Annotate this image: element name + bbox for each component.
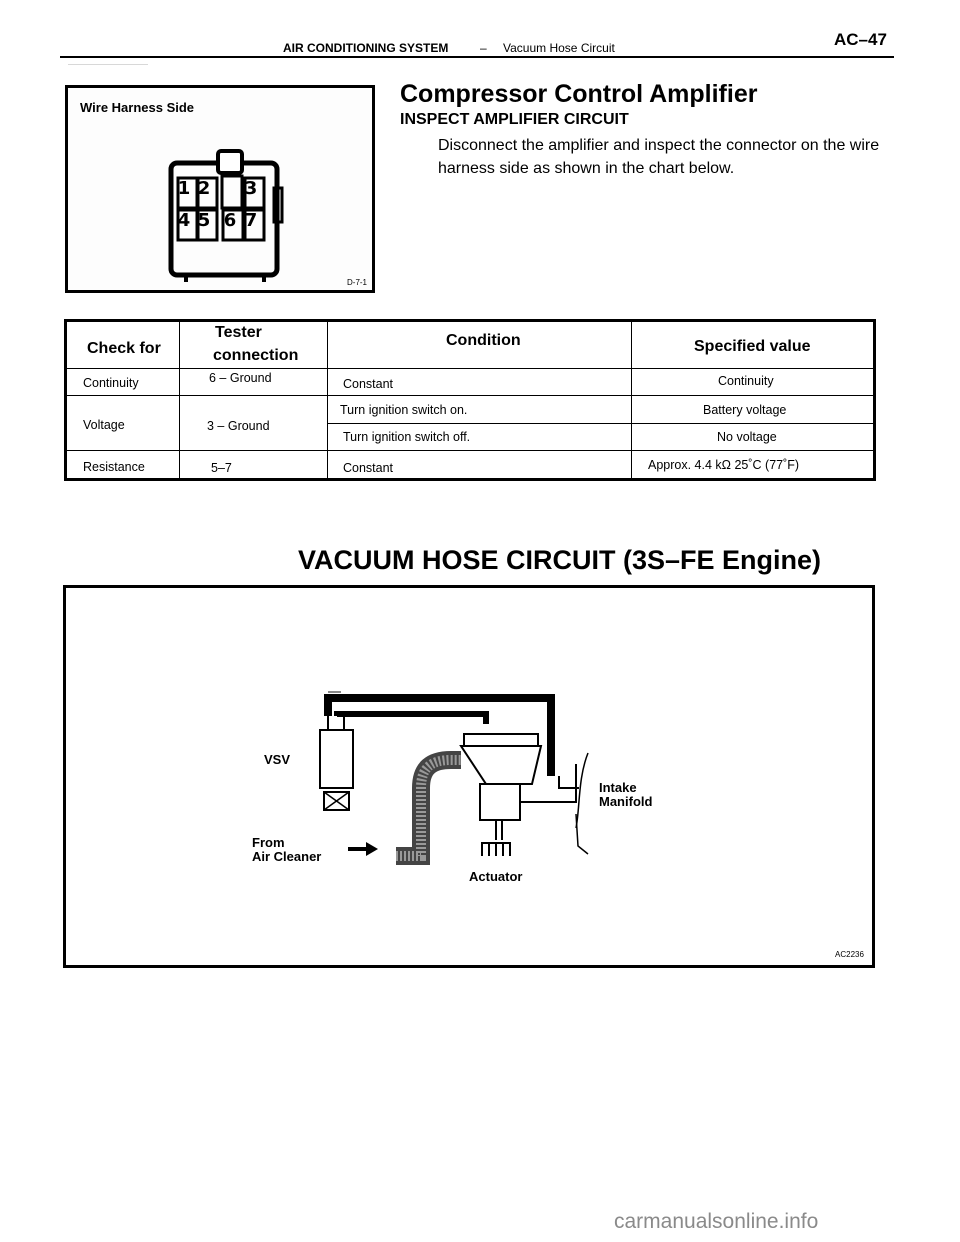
connector-figure-title: Wire Harness Side: [80, 100, 195, 115]
table-row-divider: [327, 423, 873, 424]
table-row-divider: [67, 395, 873, 396]
pin-1-label: 1: [177, 178, 191, 199]
faint-rule: [68, 64, 148, 65]
row1-value: Continuity: [718, 374, 774, 388]
table-col-divider: [327, 322, 328, 478]
connector-drawing: [68, 88, 372, 290]
table-col-divider: [179, 322, 180, 478]
page-number: AC–47: [834, 30, 887, 49]
section-subtitle-inspect: INSPECT AMPLIFIER CIRCUIT: [400, 111, 629, 128]
section-title-vacuum-hose: VACUUM HOSE CIRCUIT (3S–FE Engine): [298, 545, 822, 575]
pin-7-label: 7: [244, 210, 258, 231]
pin-6-label: 6: [223, 210, 237, 231]
table-row-divider: [67, 450, 873, 451]
connector-figure: [65, 85, 375, 293]
label-from-line2: Air Cleaner: [252, 849, 322, 864]
inspect-instructions: Disconnect the amplifier and inspect the connector on the wire harness side as shown in the chart below.: [438, 137, 880, 177]
header-rule: [60, 56, 894, 58]
pin-2-label: 2: [197, 178, 211, 199]
row2-tester: 3 – Ground: [207, 419, 270, 433]
row4-value: Approx. 4.4 kΩ 25˚C (77˚F): [648, 458, 800, 472]
row2-condition: Turn ignition switch on.: [340, 403, 468, 417]
label-actuator: Actuator: [469, 869, 523, 884]
header-subsection-title: Vacuum Hose Circuit: [503, 41, 615, 55]
vacuum-circuit-drawing: [66, 588, 872, 965]
diagram-code: AC2236: [835, 950, 864, 959]
label-intake-line1: Intake: [599, 780, 637, 795]
row2-check: Voltage: [83, 418, 125, 432]
row3-value: No voltage: [717, 430, 777, 444]
header-specified-value: Specified value: [694, 338, 811, 355]
header-condition: Condition: [446, 332, 521, 349]
row1-tester: 6 – Ground: [209, 371, 272, 385]
watermark-text: carmanualsonline.info: [614, 1210, 819, 1233]
row4-condition: Constant: [343, 461, 394, 475]
label-from-line1: From: [252, 835, 285, 850]
row4-check: Resistance: [83, 460, 145, 474]
label-intake-line2: Manifold: [599, 794, 653, 809]
pin-3-label: 3: [244, 178, 258, 199]
inspection-table: [64, 319, 876, 481]
header-check-for: Check for: [87, 340, 161, 357]
row2-value: Battery voltage: [703, 403, 787, 417]
connector-figure-code: D-7-1: [347, 278, 368, 287]
header-tester-line2: connection: [213, 347, 299, 364]
pin-4-label: 4: [177, 210, 191, 231]
header-tester-line1: Tester: [215, 324, 262, 341]
vacuum-hose-diagram: [63, 585, 875, 968]
label-vsv: VSV: [264, 752, 291, 767]
row3-condition: Turn ignition switch off.: [343, 430, 471, 444]
header-section-title: AIR CONDITIONING SYSTEM: [283, 41, 449, 55]
table-row-divider: [67, 368, 873, 369]
pin-5-label: 5: [197, 210, 211, 231]
row4-tester: 5–7: [211, 461, 232, 475]
header-separator: –: [480, 41, 487, 55]
section-title-amplifier: Compressor Control Amplifier: [400, 80, 758, 108]
row1-check: Continuity: [83, 376, 139, 390]
row1-condition: Constant: [343, 377, 394, 391]
table-col-divider: [631, 322, 632, 478]
